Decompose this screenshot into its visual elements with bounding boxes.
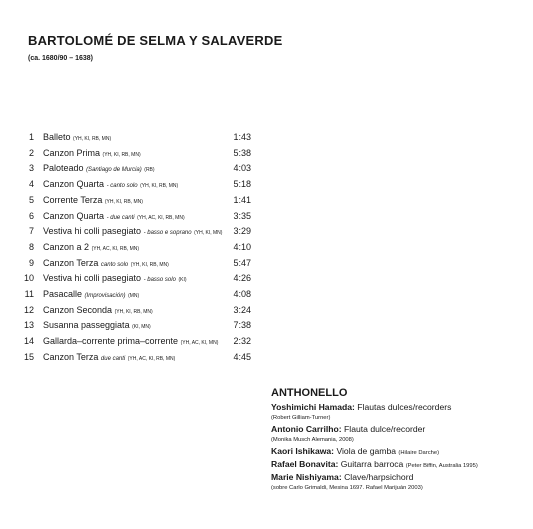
performer-row <box>271 458 531 471</box>
track-duration: 5:18 <box>233 179 251 190</box>
track-title-text: Pasacalle <box>43 289 83 299</box>
track-title <box>43 350 175 367</box>
track-instruments: (KI) <box>178 277 187 284</box>
track-number: 13 <box>23 320 34 331</box>
track-number: 6 <box>28 210 34 221</box>
track-title <box>43 130 111 147</box>
track-duration: 5:47 <box>233 257 251 268</box>
performer-note: (Peter Biffin, Australia 1995) <box>405 463 478 469</box>
performer-name: Marie Nishiyama: <box>271 472 342 482</box>
performer-row <box>271 445 531 458</box>
track-title-text: Corrente Terza <box>43 194 103 205</box>
track-number: 11 <box>24 289 34 299</box>
track-number: 1 <box>28 132 34 142</box>
track-row <box>0 224 533 239</box>
track-instruments: (YH, AC, KI, RB, MN) <box>91 245 140 252</box>
performer-note: (Robert Gilliam-Turner) <box>271 415 331 421</box>
track-row <box>0 318 533 333</box>
track-instruments: (YH, KI, RB, MN) <box>140 183 179 190</box>
performer-role: Guitarra barroca <box>340 459 404 469</box>
track-title-text: Balleto <box>43 132 71 142</box>
track-subtitle: - due canti <box>106 214 135 221</box>
track-subtitle: - basso e soprano <box>143 230 192 237</box>
track-instruments: (RB) <box>144 167 155 174</box>
performer-row <box>271 423 531 435</box>
track-duration: 5:38 <box>233 147 251 158</box>
track-title <box>43 224 222 241</box>
track-title-text: Canzon a 2 <box>43 241 90 252</box>
performer-row <box>271 401 531 413</box>
performer-role: Flautas dulces/recorders <box>357 402 452 412</box>
track-row <box>0 193 533 208</box>
track-title-text: Susanna passeggiata <box>43 320 130 331</box>
track-instruments: (YH, AC, KI, RB, MN) <box>137 214 185 221</box>
performer-name: Yoshimichi Hamada: <box>271 402 355 412</box>
track-title <box>43 209 185 226</box>
track-number: 7 <box>28 226 34 237</box>
track-instruments: (YH, KI, RB, MN) <box>114 308 153 315</box>
track-title-text: Vestiva hi colli pasegiato <box>43 226 142 237</box>
track-title <box>43 193 143 210</box>
track-duration: 3:35 <box>233 210 251 221</box>
track-title <box>43 287 139 304</box>
track-subtitle: - basso solo <box>143 277 176 284</box>
track-duration: 1:41 <box>233 194 251 205</box>
track-row <box>0 271 533 286</box>
track-row <box>0 130 533 145</box>
track-subtitle: due canti <box>100 355 126 362</box>
track-title <box>43 334 218 351</box>
track-number: 4 <box>28 179 34 190</box>
track-instruments: (YH, KI, RB, MN) <box>73 136 112 142</box>
track-number: 5 <box>28 194 34 205</box>
performer-list <box>271 401 531 493</box>
track-subtitle: - canto solo <box>106 183 138 190</box>
track-title-text: Gallarda–corrente prima–corrente <box>43 336 179 347</box>
track-subtitle: (Santiago de Murcia) <box>86 167 142 174</box>
track-number: 10 <box>23 273 34 284</box>
ensemble-name: ANTHONELLO <box>271 387 348 399</box>
track-instruments: (YH, AC, KI, MN) <box>180 340 219 347</box>
track-instruments: (YH, KI, RB, MN) <box>104 198 143 205</box>
track-duration: 4:26 <box>233 273 251 284</box>
performer-name: Antonio Carrilho: <box>271 424 342 434</box>
track-row <box>0 256 533 271</box>
track-title <box>43 318 151 335</box>
track-title-text: Vestiva hi colli pasegiato <box>43 273 142 284</box>
track-row <box>0 334 533 349</box>
performer-note: (sobre Carlo Grimaldi, Mesina 1697. Rafael Marijuán 2003) <box>271 485 423 491</box>
track-row <box>0 161 533 176</box>
track-title <box>43 146 141 163</box>
track-title <box>43 271 187 288</box>
track-title <box>43 240 139 257</box>
track-title <box>43 256 169 273</box>
track-number: 15 <box>23 351 34 362</box>
track-duration: 4:10 <box>233 241 251 252</box>
track-title-text: Canzon Seconda <box>43 304 113 315</box>
track-title-text: Canzon Terza <box>43 351 99 362</box>
performer-name: Kaori Ishikawa: <box>271 446 335 456</box>
track-title-text: Canzon Quarta <box>43 179 105 190</box>
track-duration: 7:38 <box>233 320 251 331</box>
track-row <box>0 350 533 365</box>
track-title-text: Canzon Prima <box>43 147 101 158</box>
track-instruments: (YH, KI, RB, MN) <box>130 261 169 268</box>
track-title-text: Canzon Terza <box>43 257 99 268</box>
track-instruments: (KI, MN) <box>132 324 151 331</box>
track-row <box>0 303 533 318</box>
track-duration: 4:45 <box>233 351 251 362</box>
track-instruments: (MN) <box>128 293 140 299</box>
composer-dates: (ca. 1680/90 – 1638) <box>28 55 93 62</box>
track-number: 14 <box>23 336 34 347</box>
album-title: BARTOLOMÉ DE SELMA Y SALAVERDE <box>28 33 283 48</box>
track-subtitle: canto solo <box>100 261 129 268</box>
track-number: 9 <box>28 257 34 268</box>
performer-role: Flauta dulce/recorder <box>344 424 426 434</box>
track-duration: 4:08 <box>233 289 251 299</box>
performer-role: Clave/harpsichord <box>344 472 414 482</box>
track-number: 8 <box>28 241 34 252</box>
track-subtitle: (Improvisación) <box>84 293 126 299</box>
track-duration: 3:24 <box>233 304 251 315</box>
track-instruments: (YH, AC, KI, RB, MN) <box>127 355 176 362</box>
track-duration: 1:43 <box>233 132 251 142</box>
track-duration: 3:29 <box>233 226 251 237</box>
track-row <box>0 240 533 255</box>
track-instruments: (YH, KI, RB, MN) <box>102 151 141 158</box>
track-row <box>0 146 533 161</box>
track-instruments: (YH, KI, MN) <box>194 230 223 237</box>
performer-role: Viola de gamba <box>336 446 397 456</box>
track-number: 3 <box>28 163 34 174</box>
track-row <box>0 177 533 192</box>
track-row <box>0 209 533 224</box>
performer-note: (Hilaire Darche) <box>398 450 439 456</box>
track-number: 12 <box>23 304 34 315</box>
track-number: 2 <box>28 147 34 158</box>
track-title-text: Canzon Quarta <box>43 210 105 221</box>
performer-row <box>271 471 531 483</box>
track-title-text: Paloteado <box>43 163 84 174</box>
track-title <box>43 161 155 178</box>
track-title <box>43 303 153 320</box>
track-duration: 4:03 <box>233 163 251 174</box>
track-title <box>43 177 178 194</box>
track-row <box>0 287 533 302</box>
performer-name: Rafael Bonavita: <box>271 459 339 469</box>
performer-note: (Monika Musch Alemania, 2008) <box>271 437 354 443</box>
track-duration: 2:32 <box>233 336 251 347</box>
